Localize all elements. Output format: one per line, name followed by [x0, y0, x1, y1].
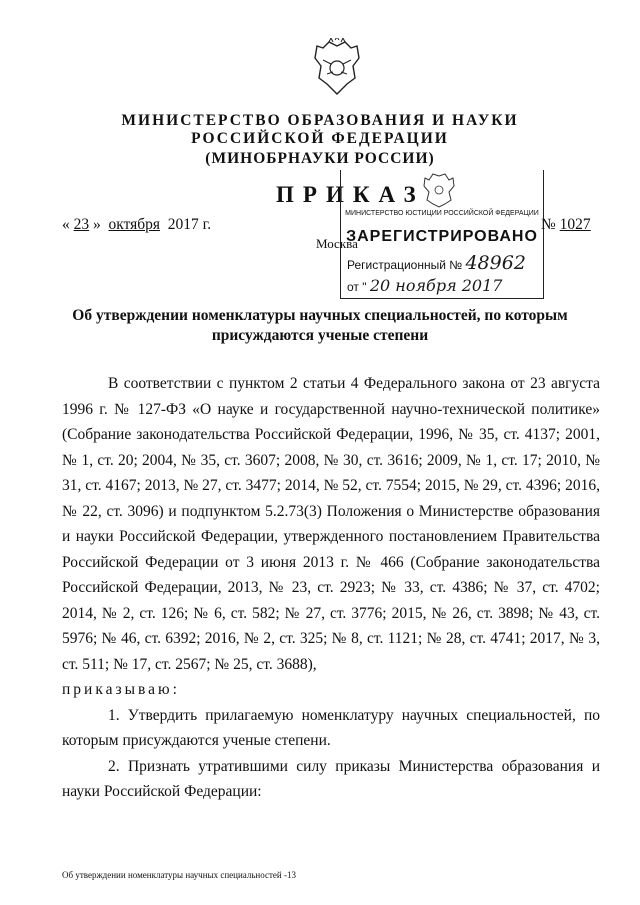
coat-of-arms-icon [309, 38, 365, 98]
stamp-date-value: 20 ноября 2017 [369, 276, 503, 295]
order-word: приказываю: [62, 681, 180, 698]
body-paragraph-1: В соответствии с пунктом 2 статьи 4 Федерального закона от 23 августа 1996 г. № 127-ФЗ «О науке и государственной научно-технической политике» (Собрание законодательства Российской Федерации, 1996, № 35, ст. 4137; 2001, № 1, ст. 20; 2004, № 35, ст. 3607; 2008, № 30, ст. 3616; 2009, № 1, ст. 17; 2010, № 31, ст. 4167; 2013, № 27, ст. 3477; 2014, № 52, ст. 7554; 2015, № 29, ст. 4396; 2016, № 22, ст. 3096) и подпунктом 5.2.73(3) Положения о Министерстве образования и науки Российской Федерации, утвержденного постановлением Правительства Российской Федерации от 3 июня 2013 г. № 466 (Собрание законодательства Российской Федерации, 2013, № 23, ст. 2923; № 33, ст. 4386; № 37, ст. 4702; 2014, № 2, ст. 126; № 6, ст. 582; № 27, ст. 3776; 2015, № 26, ст. 3898; № 43, ст. 5976; № 46, ст. 6392; 2016, № 2, ст. 325; № 8, ст. 1121; № 28, ст. 4741; 2017, № 3, ст. 511; № 17, ст. 2567; № 25, ст. 3688), [62, 375, 600, 673]
ministry-short-name: (МИНОБРНАУКИ РОССИИ) [205, 150, 435, 167]
ministry-name-line2: РОССИЙСКОЙ ФЕДЕРАЦИИ [191, 130, 449, 147]
date-day: 23 [73, 216, 90, 233]
registration-stamp [340, 170, 544, 299]
stamp-ministry: МИНИСТЕРСТВО ЮСТИЦИИ РОССИЙСКОЙ ФЕДЕРАЦИИ [345, 210, 539, 217]
stamp-date-row [347, 276, 502, 295]
order-title [60, 306, 580, 346]
order-date [62, 216, 211, 234]
title-line1: Об утверждении номенклатуры научных специальностей, по которым [72, 307, 568, 324]
stamp-date-label: от " [347, 280, 367, 294]
title-line2: присуждаются ученые степени [211, 327, 429, 344]
page-footer: Об утверждении номенклатуры научных специальностей -13 [62, 870, 296, 880]
stamp-emblem-icon [421, 172, 457, 208]
date-year: 2017 г. [167, 216, 212, 233]
ministry-name-line1: МИНИСТЕРСТВО ОБРАЗОВАНИЯ И НАУКИ [121, 112, 519, 129]
body-item-1: 1. Утвердить прилагаемую номенклатуру научных специальностей, по которым присуждаются ученые степени. [62, 706, 600, 749]
number-value: 1027 [559, 216, 591, 233]
document-type-title: ПРИКАЗ [276, 182, 425, 207]
order-body [62, 371, 600, 805]
stamp-reg-number-row [347, 252, 526, 274]
order-number [541, 216, 591, 234]
stamp-registered: ЗАРЕГИСТРИРОВАНО [346, 228, 538, 245]
stamp-reg-number: 48962 [465, 252, 526, 274]
stamp-reg-label: Регистрационный № [347, 258, 463, 272]
number-sign: № [541, 216, 556, 233]
date-open-quote: « [62, 216, 70, 233]
date-close-quote: » [93, 216, 101, 233]
body-item-2: 2. Признать утратившими силу приказы Министерства образования и науки Российской Федерации: [62, 757, 600, 800]
date-month: октября [108, 216, 161, 233]
city: Москва [316, 236, 358, 251]
